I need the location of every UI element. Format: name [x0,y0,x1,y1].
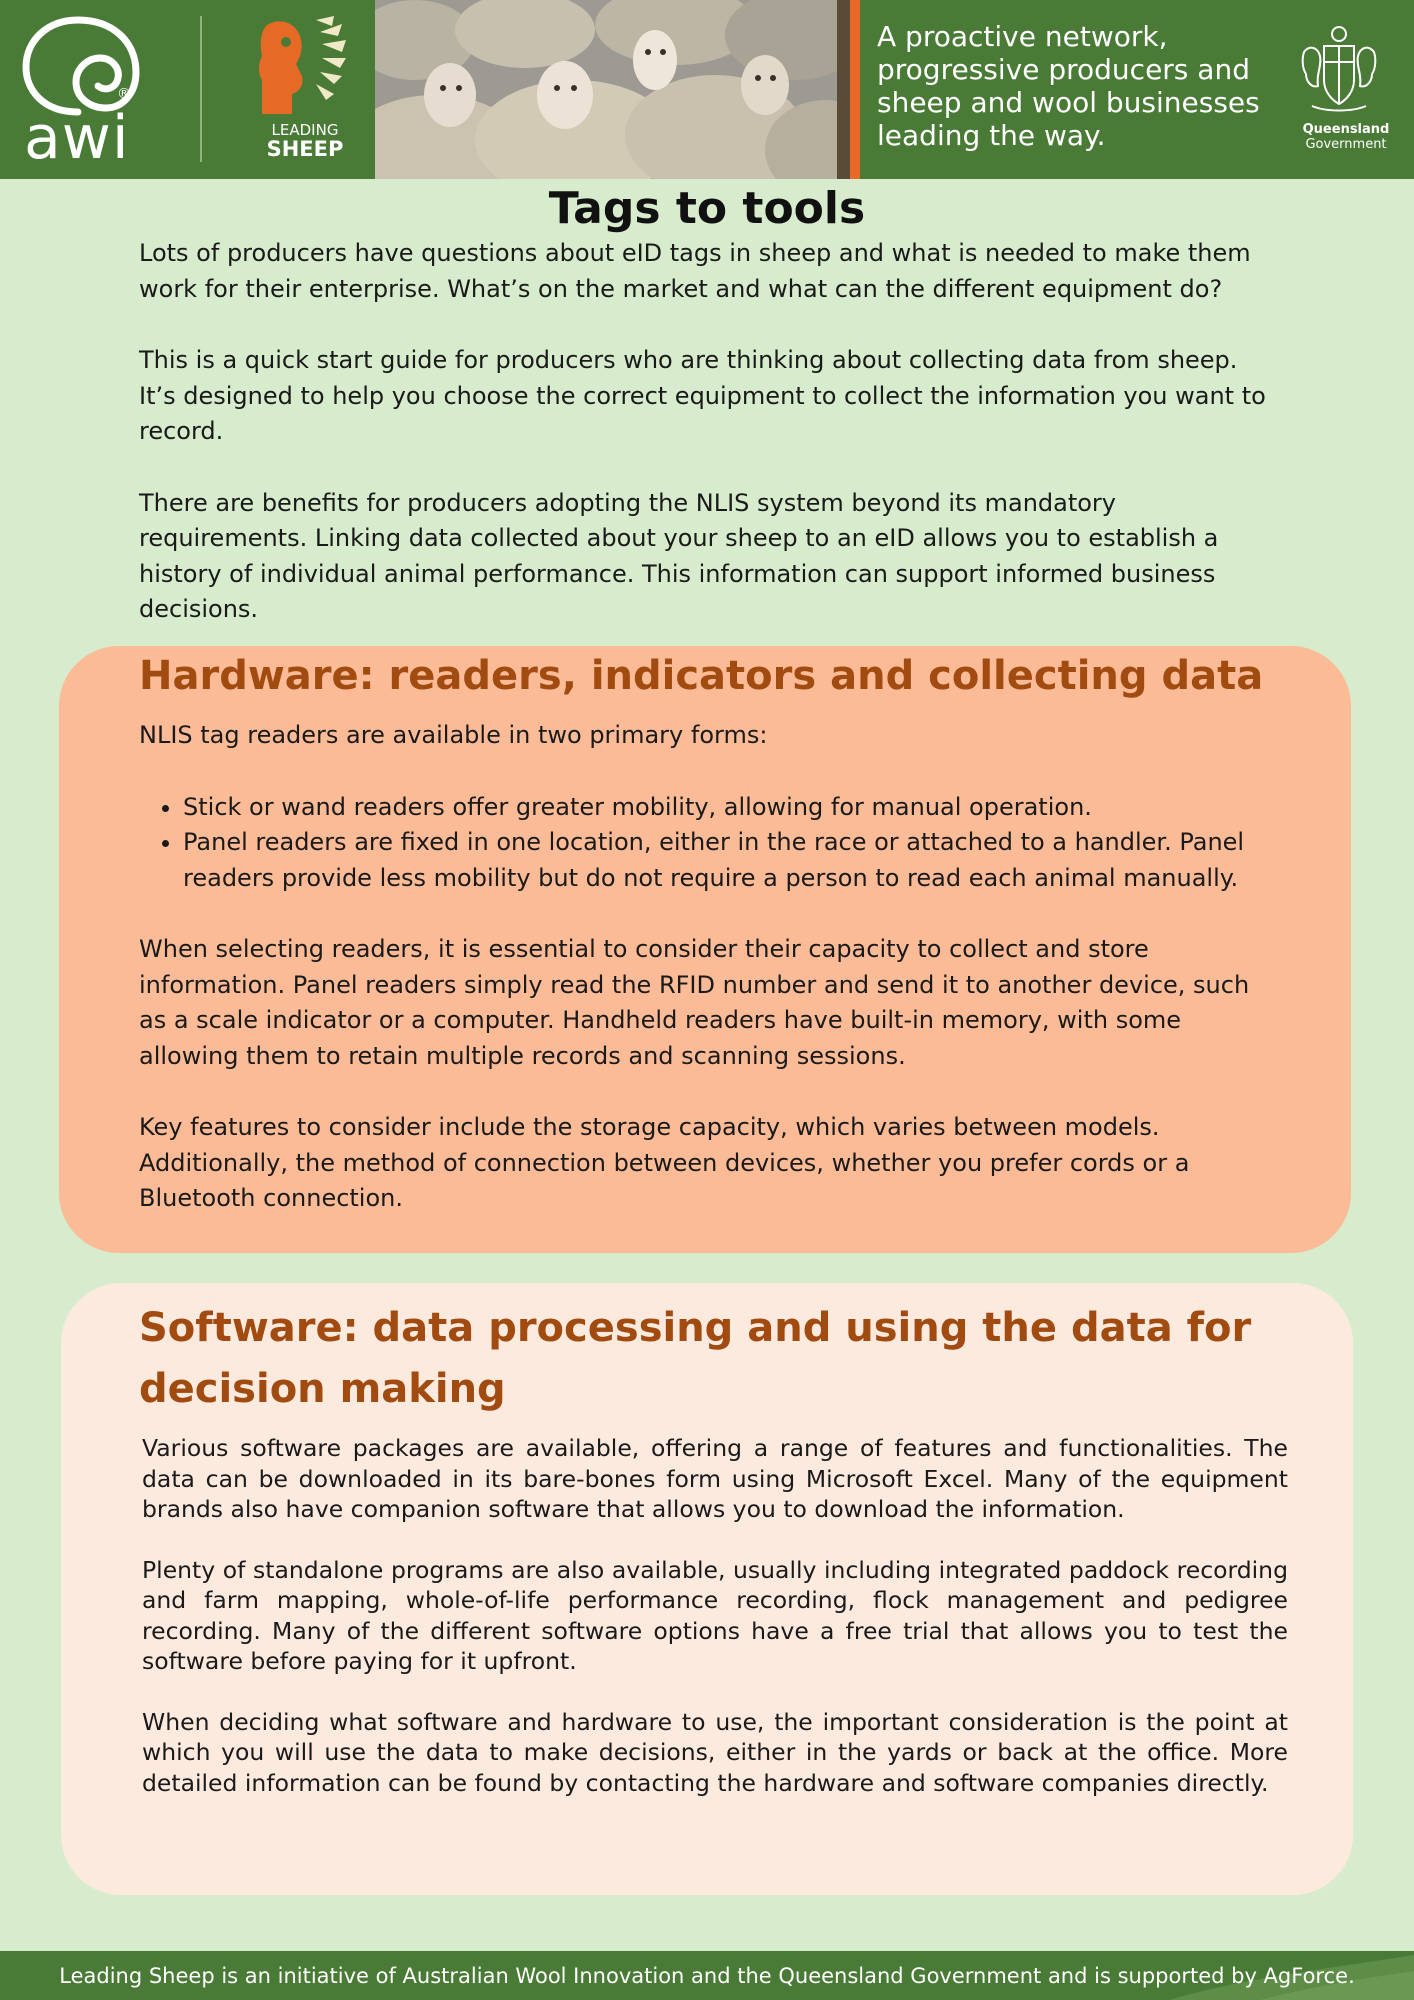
list-item: • Panel readers are fixed in one location, either in the race or attached to a handler. Panel readers provide less mobility but do not require a person to read each animal manually. [183,825,1279,896]
intro-paragraph: Lots of producers have questions about eID tags in sheep and what is needed to make them work for their enterprise. What’s on the market and what can the different equipment do? [139,239,1251,303]
software-heading: Software: data processing and using the data for decision making [139,1305,1252,1412]
hardware-panel [59,646,1351,1253]
queensland-crest-icon [1296,22,1382,114]
leading-sheep-label-bottom: SHEEP [266,137,344,161]
footer-text: Leading Sheep is an initiative of Australian Wool Innovation and the Queensland Government and is supported by AgForce. [59,1964,1355,1988]
list-item: • Stick or wand readers offer greater mobility, allowing for manual operation. [183,790,1279,826]
hardware-body [139,718,1279,1253]
footer-banner [0,1951,1414,2000]
hardware-paragraph: When selecting readers, it is essential to consider their capacity to collect and store information. Panel readers simply read the RFID number and send it to another device, such as a scale indicator or a computer. Handheld readers have built-in memory, with some allowing them to retain multiple records and scanning sessions. [139,935,1250,1070]
software-paragraph: Plenty of standalone programs are also available, usually including integrated paddock recording and farm mapping, whole-of-life performance recording, flock management and pedigree recording. Many of the different software options have a free trial that allows you to test the software before paying for it upfront. [142,1555,1288,1675]
qld-label-bottom: Government [1305,137,1387,152]
awi-logo-text: awi [24,103,130,173]
leading-sheep-ram-logo-icon [256,14,356,114]
header-tagline: A proactive network, progressive producers and sheep and wool businesses leading the way. [877,20,1260,152]
reader-types-list [139,790,1279,897]
intro-paragraph: There are benefits for producers adopting the NLIS system beyond its mandatory requirements. Linking data collected about your sheep to an eID allows you to establish a history of individual animal performance. This information can support informed business decisions. [139,488,1219,623]
software-paragraph: Various software packages are available, offering a range of features and functionalities. The data can be downloaded in its bare-bones form using Microsoft Excel. Many of the equipment brands also have companion software that allows you to download the information. [142,1434,1288,1523]
software-body [142,1433,1288,1828]
awi-registered-mark: ® [117,86,131,102]
intro-section [139,236,1275,664]
hardware-heading: Hardware: readers, indicators and collecting data [139,653,1264,699]
header-divider [200,16,202,162]
page-title: Tags to tools [548,183,866,234]
header-banner [0,0,1414,179]
leading-sheep-label-top: LEADING [271,121,339,139]
software-panel [61,1283,1353,1895]
hardware-lead: NLIS tag readers are available in two primary forms: [139,721,768,749]
hardware-paragraph: Key features to consider include the storage capacity, which varies between models. Additionally, the method of connection between devices, whether you prefer cords or a Bluetooth connection. [139,1113,1190,1212]
qld-label-top: Queensland [1302,122,1390,137]
intro-paragraph: This is a quick start guide for producers who are thinking about collecting data from sheep. It’s designed to help you choose the correct equipment to collect the information you want to record. [139,346,1266,445]
software-paragraph: When deciding what software and hardware to use, the important consideration is the point at which you will use the data to make decisions, either in the yards or back at the office. More detailed information can be found by contacting the hardware and software companies directly. [142,1707,1288,1797]
sheep-flock-photo [375,0,850,179]
header-accent-bar [850,0,860,179]
